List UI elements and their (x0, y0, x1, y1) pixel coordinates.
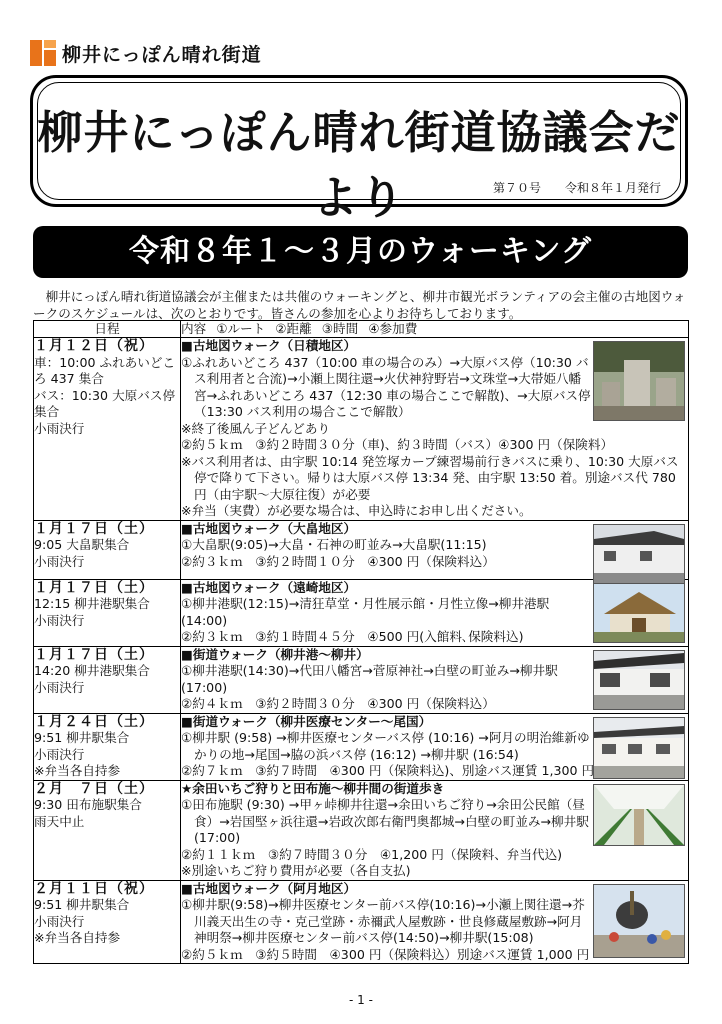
event-info: 雨天中止 (34, 813, 85, 829)
event-content-cell (181, 520, 689, 579)
event-title: ■街道ウォーク（柳井医療センター～尾国） (181, 713, 432, 729)
header-time: ③時間 (321, 321, 359, 336)
event-info: 小雨決行 (34, 913, 85, 929)
table-row (34, 579, 689, 646)
event-date-cell (34, 338, 181, 521)
event-info: 12:15 柳井港駅集合 (34, 596, 150, 611)
event-route: ①田布施駅 (9:30) →甲ヶ峠柳井往還→余田いちご狩り→余田公民館（昼食）→岩国堅ヶ浜往還→岩政次郎右衛門奥都城→白壁の町並み→柳井駅(17:00) (181, 797, 589, 845)
section-banner: 令和８年１～３月のウォーキング (33, 226, 688, 278)
newsletter-title-box (30, 75, 688, 224)
table-row (34, 880, 689, 964)
event-date: １月２４日（土） (34, 713, 154, 730)
event-info: 9:30 田布施駅集合 (34, 797, 142, 812)
walk-photo-white-wall-house (593, 524, 685, 584)
event-note: ※別途いちご狩り費用が必要（各自支払) (181, 863, 411, 878)
event-route: ①柳井駅 (9:58) →柳井医療センターバス停 (10:16) →阿月の明治維新ゆかりの地→尾国→脇の浜バス停 (16:12) →柳井駅 (16:54) (181, 730, 590, 762)
header-content (181, 321, 689, 338)
event-detail: ②約５ｋｍ ③約５時間 ④300 円（保険料込）別途バス運賃 1,000 円 (181, 946, 590, 962)
event-date: １月１２日（祝） (34, 338, 154, 354)
walk-photo-historic-building (593, 717, 685, 779)
page-number: - 1 - (349, 993, 373, 1007)
table-header-row (34, 321, 689, 338)
event-note: ※バス利用者は、由宇駅 10:14 発笠塚カープ練習場前行きバスに乗り、10:30 大原バス停で降りて下さい。帰りは大原バス停 13:34 発、由宇駅 13:50 着。別途バス代 780 円（由宇駅～大原往復）が必要 (181, 453, 679, 502)
event-detail: ②約４ｋｍ ③約２時間３０分 ④300 円（保険料込） (181, 696, 495, 711)
event-info: バス：10:30 大原バス停集合 (34, 387, 176, 419)
event-content-cell (181, 713, 689, 780)
event-content-cell (181, 880, 689, 964)
header-fee: ④参加費 (368, 321, 418, 336)
issue-number: 第７０号 (492, 181, 541, 195)
event-date: １月１７日（土） (34, 520, 154, 537)
newsletter-title: 柳井にっぽん晴れ街道協議会だより (37, 106, 681, 224)
table-row (34, 713, 689, 780)
event-content-cell (181, 338, 689, 521)
event-title: ■古地図ウォーク（遠崎地区） (181, 579, 357, 595)
event-info: 小雨決行 (34, 679, 85, 695)
event-date: １月１７日（土） (34, 646, 154, 663)
event-route: ①ふれあいどころ 437（10:00 車の場合のみ）→大原バス停（10:30 バス利用者と合流)→小瀬上関往還→火伏神狩野岩→文珠堂→大帯姫八幡宮→ふれあいどころ 437（12:30 車の場合ここで解散)、→大原バス停（13:30 バス利用の場合ここで解散） (181, 354, 591, 419)
event-info: 車：10:00 ふれあいどころ 437 集合 (34, 354, 176, 386)
event-date-cell (34, 780, 181, 880)
event-title: ★余田いちご狩りと田布施～柳井間の街道歩き (181, 780, 445, 796)
site-logo (30, 38, 262, 68)
event-date-cell (34, 579, 181, 646)
header-content-label: 内容 (181, 321, 207, 336)
event-route: ①柳井港駅(14:30)→代田八幡宮→菅原神社→白壁の町並み→柳井駅(17:00) (181, 663, 558, 695)
event-content-cell (181, 646, 689, 713)
event-info: 9:51 柳井駅集合 (34, 897, 130, 912)
event-date-cell (34, 646, 181, 713)
event-title: ■街道ウォーク（柳井港～柳井） (181, 646, 369, 662)
event-info: 小雨決行 (34, 612, 85, 628)
event-route: ①柳井駅(9:58)→柳井医療センター前バス停(10:16)→小瀬上関往還→芥川義天出生の寺・克己堂跡・赤禰武人屋敷跡・世良修蔵屋敷跡→阿月神明祭→柳井医療センター前バス停(14:50)→柳井駅(15:08) (181, 897, 585, 945)
issue-date: 令和８年１月発行 (564, 181, 661, 195)
walking-schedule-table (33, 320, 689, 964)
header-distance: ②距離 (275, 321, 312, 336)
event-note: ※弁当（実費）が必要な場合は、申込時にお申し出ください。 (181, 503, 532, 518)
table-row (34, 780, 689, 880)
table-row (34, 646, 689, 713)
header-route: ①ルート (216, 321, 266, 336)
event-note: ※終了後風ん子どんどあり (181, 420, 331, 436)
event-info: 14:20 柳井港駅集合 (34, 663, 150, 678)
event-route: ①柳井港駅(12:15)→清狂草堂・月性展示館・月性立像→柳井港駅(14:00) (181, 596, 550, 628)
logo-mark-icon (30, 40, 56, 66)
logo-text: 柳井にっぽん晴れ街道 (62, 43, 262, 66)
event-info: 9:05 大畠駅集合 (34, 537, 130, 552)
event-info: 小雨決行 (34, 746, 85, 762)
event-info: 小雨決行 (34, 420, 85, 436)
event-detail: ②約３ｋｍ ③約２時間１０分 ④300 円（保険料込） (181, 553, 495, 569)
event-info: 小雨決行 (34, 553, 85, 569)
walk-photo-stone-monument (593, 341, 685, 421)
walk-photo-festival (593, 884, 685, 958)
walk-photo-strawberry-greenhouse (593, 784, 685, 846)
issue-info (469, 179, 661, 196)
event-detail: ②約３ｋｍ ③約１時間４５分 ④500 円(入館料､保険料込) (181, 629, 524, 644)
event-content-cell (181, 579, 689, 646)
walk-photo-thatched-house (593, 583, 685, 643)
event-date-cell (34, 520, 181, 579)
event-detail: ②約１１ｋｍ ③約７時間３０分 ④1,200 円（保険料、弁当代込) (181, 846, 563, 862)
event-detail: ②約７ｋｍ ③約７時間 ④300 円（保険料込)、別途バス運賃 1,300 円 (181, 763, 595, 778)
event-info: 9:51 柳井駅集合 (34, 730, 130, 745)
event-date: ２月 ７日（土） (34, 780, 154, 797)
event-date: １月１７日（土） (34, 579, 154, 596)
event-title: ■古地図ウォーク（阿月地区） (181, 880, 357, 896)
event-date-cell (34, 713, 181, 780)
table-row (34, 520, 689, 579)
header-date: 日程 (34, 321, 181, 338)
event-title: ■古地図ウォーク（日積地区） (181, 338, 357, 353)
event-info: ※弁当各自持参 (34, 763, 121, 778)
event-route: ①大畠駅(9:05)→大畠・石神の町並み→大畠駅(11:15) (181, 537, 487, 552)
event-date-cell (34, 880, 181, 964)
intro-paragraph: 柳井にっぽん晴れ街道協議会が主催または共催のウォーキングと、柳井市観光ボランティアの会主催の古地図ウォークのスケジュールは、次のとおりです。皆さんの参加を心よりお待ちしております。 (33, 289, 686, 321)
event-detail: ②約５ｋｍ ③約２時間３０分（車)、約３時間（バス）④300 円（保険料） (181, 437, 614, 452)
event-info: ※弁当各自持参 (34, 930, 121, 945)
walk-photo-old-street (593, 650, 685, 710)
event-title: ■古地図ウォーク（大畠地区） (181, 520, 357, 536)
event-date: ２月１１日（祝） (34, 880, 154, 897)
event-content-cell (181, 780, 689, 880)
table-row (34, 338, 689, 521)
